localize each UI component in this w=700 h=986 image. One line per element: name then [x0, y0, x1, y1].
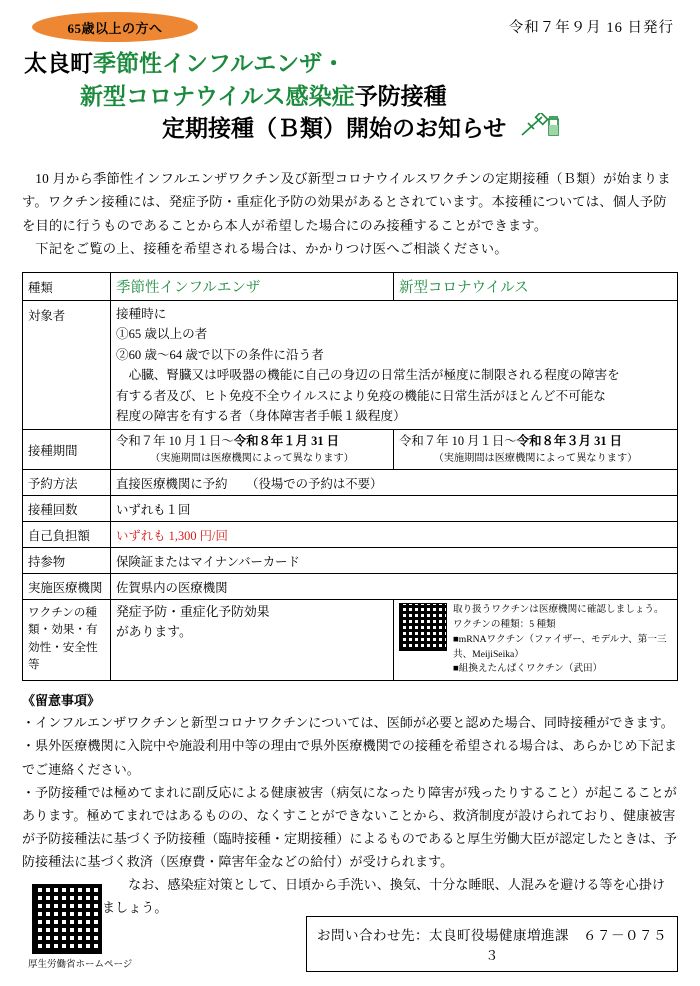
row-value-vaccine-flu	[111, 600, 394, 681]
mhlw-website-label: 厚生労働省ホームページ	[28, 960, 133, 970]
period-flu-start: 令和７年 10 月１日～	[116, 434, 234, 449]
header	[22, 10, 678, 44]
table-row	[23, 522, 678, 548]
table-row	[23, 574, 678, 600]
vaccine-covid-line-3: ■mRNAワクチン（ファイザー、モデルナ、第一三共、MeijiSeika）	[453, 633, 667, 660]
period-covid-end: 令和８年３月 31 日	[516, 434, 623, 449]
row-label-vaccine-info: ワクチンの種類・効果・有効性・安全性等	[23, 600, 111, 681]
row-value-target	[111, 301, 678, 430]
page-title	[22, 48, 678, 149]
vaccine-covid-content	[399, 603, 672, 677]
vaccine-covid-line-2: ワクチンの種類：5 種類	[453, 618, 556, 630]
vaccine-covid-line-4: ■組換えたんぱくワクチン（武田）	[453, 663, 603, 675]
title-vaccination: 予防接種	[354, 83, 447, 109]
title-line-1	[22, 48, 678, 81]
vaccine-covid-line-1: 取り扱うワクチンは医療機関に確認しましょう。	[453, 604, 664, 616]
title-flu: 季節性インフルエンザ・	[93, 51, 346, 76]
qr-code-icon	[32, 884, 102, 954]
intro-paragraph-1: 10 月から季節性インフルエンザワクチン及び新型コロナウイルスワクチンの定期接種（Ｂ類）が始まります。ワクチン接種には、発症予防・重症化予防の効果があるとされています。本接種については、個人予防を目的に行うものであることから本人が希望した場合にのみ接種することができます。	[22, 170, 671, 233]
row-label-cost: 自己負担額	[23, 522, 111, 548]
row-value-period-covid	[394, 430, 678, 470]
row-label-facility: 実施医療機関	[23, 574, 111, 600]
issue-date: 令和７年９月 16 日発行	[508, 20, 674, 36]
note-item-4: なお、感染症対策として、日頃から手洗い、換気、十分な睡眠、人混みを避ける等を心掛けましょう。	[102, 877, 665, 916]
col-header-flu: 季節性インフルエンザ	[111, 273, 394, 301]
period-flu-end: 令和８年１月 31 日	[233, 434, 340, 449]
row-label-period: 接種期間	[23, 430, 111, 470]
row-label-target: 対象者	[23, 301, 111, 430]
vaccine-covid-text	[453, 603, 672, 677]
notes-list	[22, 711, 678, 919]
table-row	[23, 470, 678, 496]
contact-box: お問い合わせ先：太良町役場健康増進課 ６７－０７５３	[306, 916, 678, 972]
note-item-2: ・県外医療機関に入院中や施設利用中等の理由で県外医療機関での接種を希望される場合は、あらかじめ下記までご連絡ください。	[22, 738, 678, 777]
row-value-vaccine-covid	[394, 600, 678, 681]
table-row	[23, 548, 678, 574]
vaccination-table	[22, 272, 678, 681]
period-flu-note: （実施期間は医療機関によって異なります）	[150, 452, 354, 464]
audience-badge: 65歳以上の方へ	[32, 12, 198, 42]
period-covid-main	[399, 433, 672, 450]
title-line-3	[22, 113, 678, 149]
note-item-3: ・予防接種では極めてまれに副反応による健康被害（病気になったり障害が残ったりすること）が起こることがあります。極めてまれではあるものの、なくすことができないことから、救済制度が設けられており、健康被害が予防接種法に基づく予防接種（臨時接種・定期接種）によるものであると厚生労働大臣が認定したときは、予防接種法に基づく救済（医療費・障害年金などの給付）が受けられます。	[22, 784, 678, 870]
title-line-2	[22, 81, 678, 114]
vaccine-flu-line-2: があります。	[116, 624, 192, 639]
row-label-reservation: 予約方法	[23, 470, 111, 496]
target-line-5: 有する者及び、ヒト免疫不全ウイルスにより免疫の機能に日常生活がほとんど不可能な	[116, 388, 606, 403]
title-covid: 新型コロナウイルス感染症	[80, 83, 355, 109]
note-item-1: ・インフルエンザワクチンと新型コロナワクチンについては、医師が必要と認めた場合、同時接種ができます。	[22, 715, 674, 731]
period-covid-start: 令和７年 10 月１日～	[399, 434, 517, 449]
footer	[22, 896, 678, 976]
col-header-covid: 新型コロナウイルス	[394, 273, 678, 301]
row-label-bring: 持参物	[23, 548, 111, 574]
target-line-1: 接種時に	[116, 307, 167, 322]
target-line-2: ①65 歳以上の者	[116, 327, 208, 342]
notes-title: 《留意事項》	[22, 693, 101, 709]
qr-code-icon	[399, 603, 447, 651]
period-covid-note: （実施期間は医療機関によって異なります）	[433, 452, 638, 464]
table-row	[23, 430, 678, 470]
row-value-bring: 保険証またはマイナンバーカード	[111, 548, 678, 574]
row-label-count: 接種回数	[23, 496, 111, 522]
table-row	[23, 301, 678, 430]
target-line-6: 程度の障害を有する者（身体障害者手帳１級程度）	[116, 408, 406, 423]
row-value-period-flu	[111, 430, 394, 470]
target-line-3: ②60 歳～64 歳で以下の条件に沿う者	[116, 347, 324, 362]
syringe-icon	[518, 113, 560, 149]
table-row	[23, 273, 678, 301]
title-subtitle: 定期接種（Ｂ類）開始のお知らせ	[162, 116, 507, 142]
intro-text	[22, 167, 678, 260]
table-row	[23, 496, 678, 522]
vaccine-flu-line-1: 発症予防・重症化予防効果	[116, 605, 270, 620]
intro-paragraph-2: 下記をご覧の上、接種を希望される場合は、かかりつけ医へご相談ください。	[35, 240, 508, 256]
table-row	[23, 600, 678, 681]
title-town: 太良町	[24, 51, 93, 76]
row-value-facility: 佐賀県内の医療機関	[111, 574, 678, 600]
target-line-4: 心臓、腎臓又は呼吸器の機能に自己の身辺の日常生活が極度に制限される程度の障害を	[128, 368, 620, 383]
col-header-type: 種類	[23, 273, 111, 301]
row-value-count: いずれも１回	[111, 496, 678, 522]
row-value-reservation: 直接医療機関に予約 （役場での予約は不要）	[111, 470, 678, 496]
row-value-cost: いずれも 1,300 円/回	[111, 522, 678, 548]
period-flu-main	[116, 433, 388, 450]
